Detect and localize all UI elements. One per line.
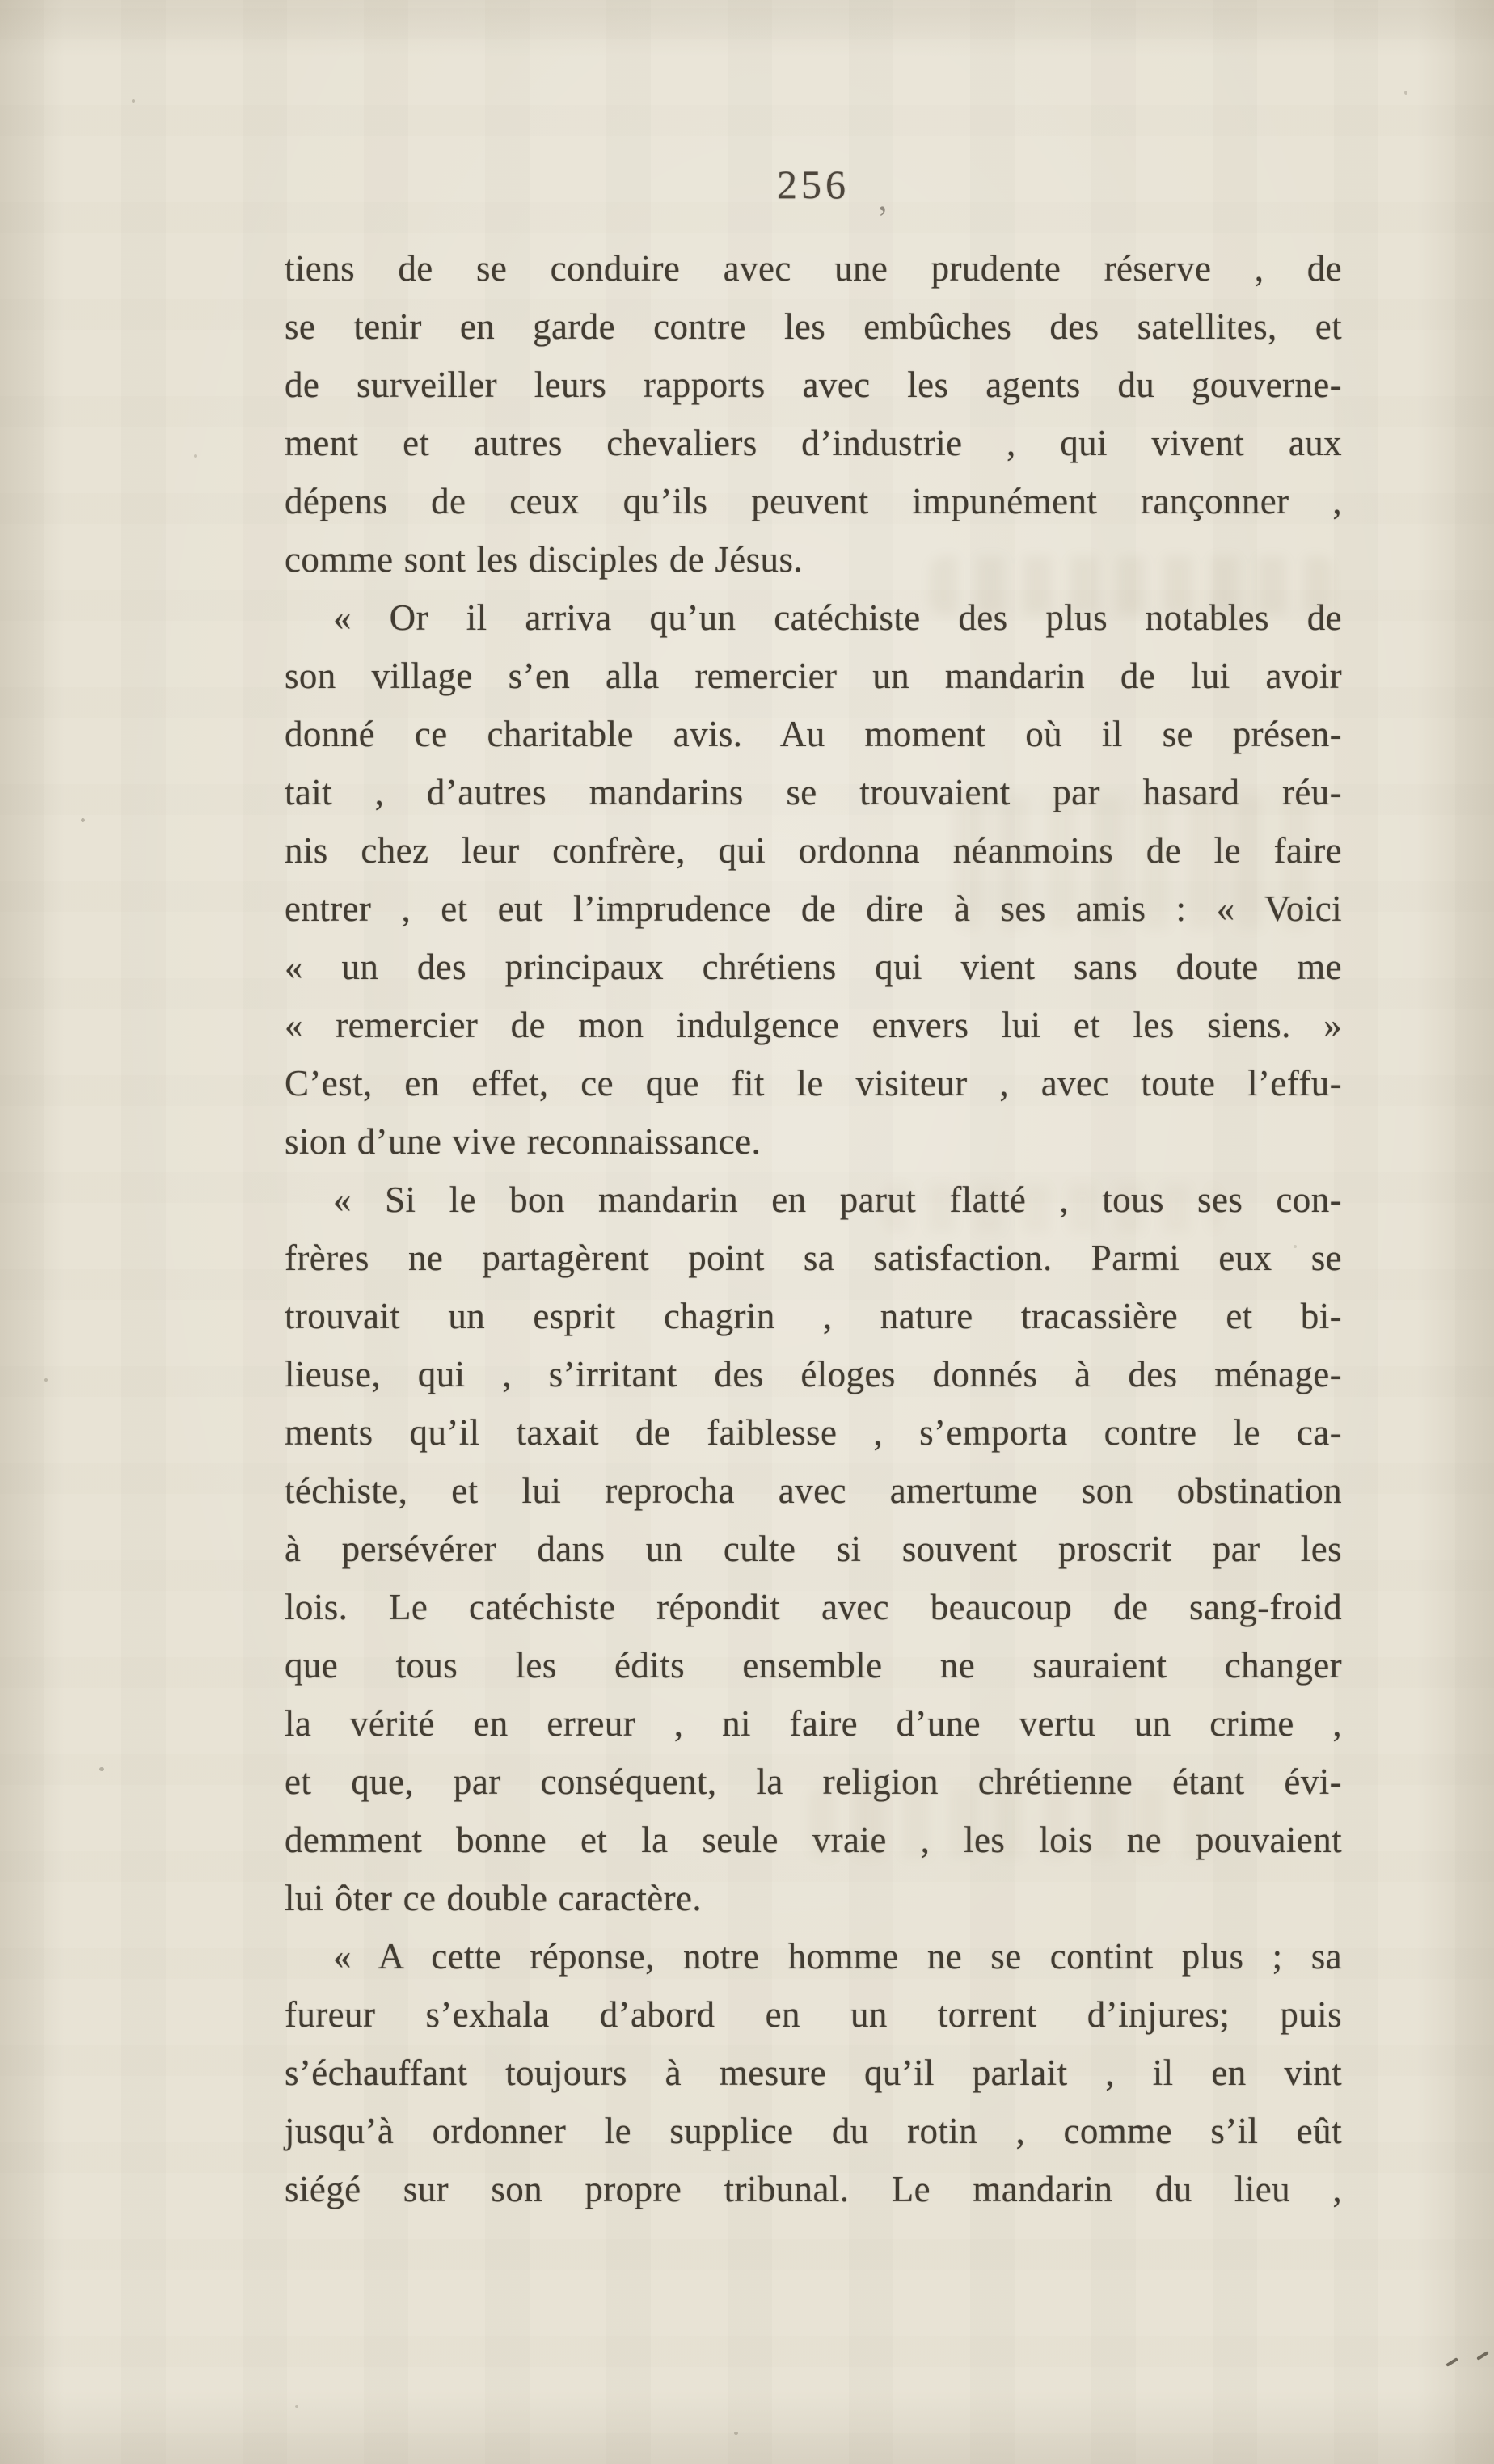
text-line: tiens de se conduire avec une prudente réserve , de — [285, 248, 1342, 289]
text-line: de surveiller leurs rapports avec les agents du gouverne- — [285, 365, 1342, 405]
ink-speck — [734, 2432, 738, 2435]
text-line: son village s’en alla remercier un mandarin de lui avoir — [285, 656, 1342, 696]
text-line: se tenir en garde contre les embûches des satellites, et — [285, 306, 1342, 347]
text-line: à persévérer dans un culte si souvent proscrit par les — [285, 1529, 1342, 1569]
text-line: « Si le bon mandarin en parut flatté , tous ses con- — [333, 1179, 1342, 1220]
text-line: entrer , et eut l’imprudence de dire à ses amis : « Voici — [285, 888, 1342, 929]
ink-speck — [295, 2405, 298, 2408]
text-line: demment bonne et la seule vraie , les lois ne pouvaient — [285, 1820, 1342, 1860]
text-line: téchiste, et lui reprocha avec amertume son obstination — [285, 1470, 1342, 1511]
text-line: sion d’une vive reconnaissance. — [285, 1121, 762, 1162]
text-line: la vérité en erreur , ni faire d’une vertu un crime , — [285, 1703, 1342, 1744]
text-line: C’est, en effet, ce que fit le visiteur , avec toute l’effu- — [285, 1063, 1342, 1103]
ink-speck — [44, 1378, 48, 1382]
text-line: lieuse, qui , s’irritant des éloges donnés à des ménage- — [285, 1354, 1342, 1394]
text-line: nis chez leur confrère, qui ordonna néanmoins de le faire — [285, 830, 1342, 871]
text-line: ment et autres chevaliers d’industrie , qui vivent aux — [285, 423, 1342, 463]
ink-speck — [99, 1767, 104, 1771]
text-line: et que, par conséquent, la religion chrétienne étant évi- — [285, 1762, 1342, 1802]
pen-tick-mark — [1445, 2357, 1458, 2367]
text-line: jusqu’à ordonner le supplice du rotin , comme s’il eût — [285, 2111, 1342, 2151]
text-line: que tous les édits ensemble ne sauraient changer — [285, 1645, 1342, 1686]
text-line: siégé sur son propre tribunal. Le mandarin du lieu , — [285, 2169, 1342, 2209]
ink-speck — [81, 818, 85, 822]
text-line: trouvait un esprit chagrin , nature tracassière et bi- — [285, 1296, 1342, 1336]
text-line: lois. Le catéchiste répondit avec beaucoup de sang-froid — [285, 1587, 1342, 1627]
text-line: « A cette réponse, notre homme ne se contint plus ; sa — [333, 1936, 1342, 1977]
text-line: s’échauffant toujours à mesure qu’il parlait , il en vint — [285, 2053, 1342, 2093]
page-header — [285, 162, 1342, 219]
text-line: « Or il arriva qu’un catéchiste des plus notables de — [333, 597, 1342, 638]
text-line: donné ce charitable avis. Au moment où il se présen- — [285, 714, 1342, 754]
text-line: fureur s’exhala d’abord en un torrent d’injures; puis — [285, 1994, 1342, 2035]
text-line: « remercier de mon indulgence envers lui et les siens. » — [285, 1005, 1342, 1045]
ink-speck — [1404, 91, 1407, 95]
text-line: lui ôter ce double caractère. — [285, 1878, 703, 1918]
text-line: dépens de ceux qu’ils peuvent impunément rançonner , — [285, 481, 1342, 521]
text-line: ments qu’il taxait de faiblesse , s’emporta contre le ca- — [285, 1412, 1342, 1453]
ink-speck — [132, 99, 135, 103]
text-line: frères ne partagèrent point sa satisfaction. Parmi eux se — [285, 1238, 1342, 1278]
ink-mark-comma: , — [872, 178, 889, 219]
text-line: « un des principaux chrétiens qui vient sans doute me — [285, 947, 1342, 987]
ink-speck — [194, 454, 197, 458]
text-line: comme sont les disciples de Jésus. — [285, 539, 804, 580]
text-block — [285, 239, 1342, 2218]
page-number: 256 — [777, 162, 850, 207]
text-line: tait , d’autres mandarins se trouvaient par hasard réu- — [285, 772, 1342, 812]
pen-tick-mark — [1476, 2351, 1489, 2361]
